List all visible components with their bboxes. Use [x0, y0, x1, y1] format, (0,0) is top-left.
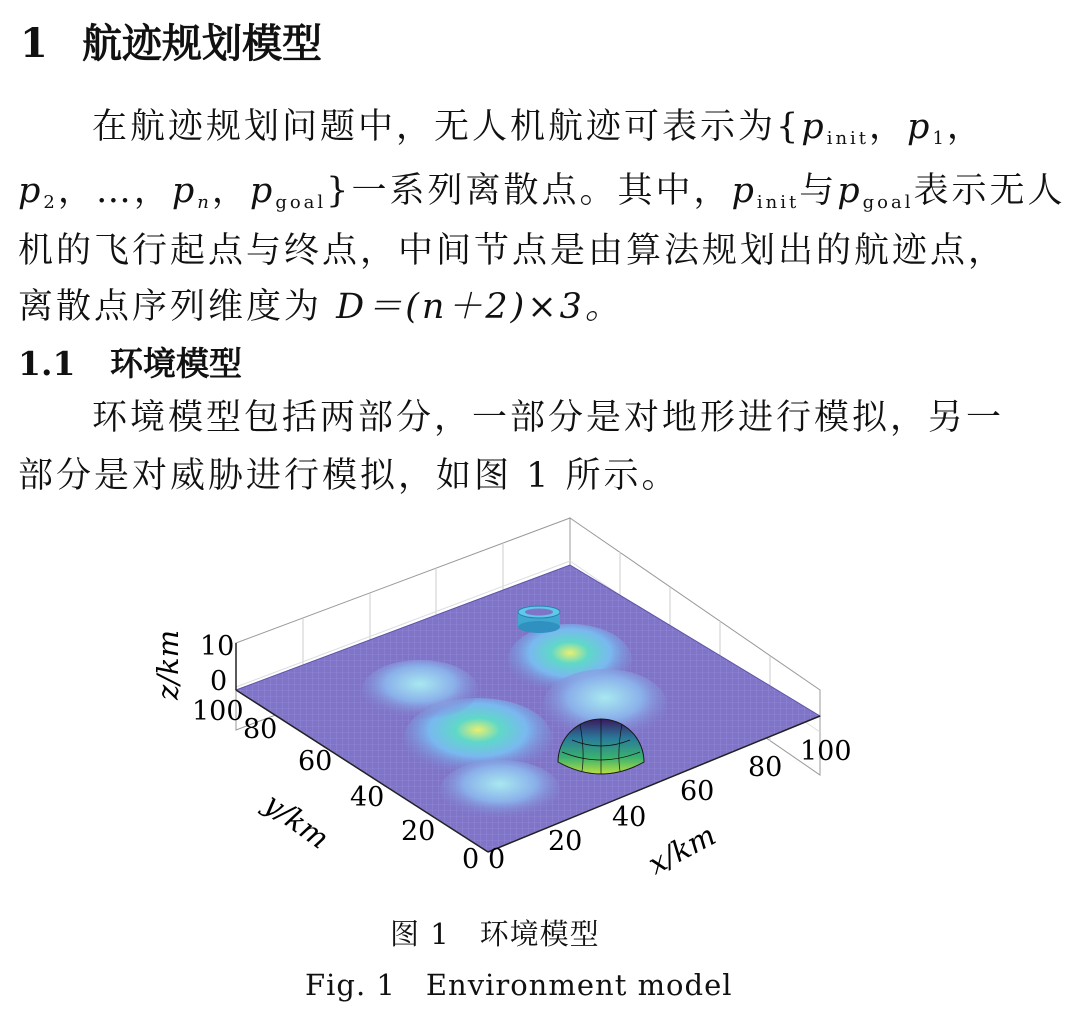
- section-number: 1: [20, 20, 48, 67]
- para2-line2: 部分是对威胁进行模拟，如图 1 所示。: [18, 456, 680, 496]
- para1-line4-text: 离散点序列维度为: [18, 287, 323, 327]
- x-axis-label: x/km: [642, 817, 722, 882]
- para1-line2-text: 一系列离散点。其中，: [351, 171, 732, 211]
- symbol-p-goal: p: [837, 171, 863, 211]
- para1-and: 与: [799, 171, 838, 211]
- y-tick: 60: [298, 746, 333, 777]
- close-brace: }: [326, 171, 352, 211]
- para1-line2-end: 表示无人: [913, 171, 1066, 211]
- subscript-init: init: [826, 128, 870, 149]
- para1-line3: 机的飞行起点与终点，中间节点是由算法规划出的航迹点，: [18, 231, 1007, 271]
- subscript-goal: goal: [862, 192, 914, 213]
- figure-caption-cn: 图 1 环境模型: [390, 917, 600, 951]
- x-tick: 80: [748, 752, 783, 783]
- para1-line1-text: 在航迹规划问题中，无人机航迹可表示为{: [92, 107, 802, 147]
- symbol-p-init: p: [801, 107, 827, 147]
- symbol-pn: p: [171, 171, 198, 211]
- subscript-n: n: [197, 192, 212, 213]
- y-tick: 80: [243, 714, 278, 745]
- ellipsis: …: [95, 171, 134, 211]
- cylinder-threat: [518, 606, 560, 633]
- subscript-2: 2: [43, 192, 58, 213]
- subscript-init: init: [756, 192, 800, 213]
- y-tick: 0: [462, 844, 480, 875]
- symbol-p-init: p: [731, 171, 757, 211]
- subscript-goal: goal: [275, 192, 327, 213]
- comma: ，: [869, 107, 908, 147]
- x-tick: 60: [680, 776, 715, 807]
- subscript-1: 1: [932, 128, 947, 149]
- section-title: 航迹规划模型: [82, 20, 322, 67]
- subsection-heading: [18, 338, 242, 385]
- symbol-p-goal: p: [249, 171, 276, 211]
- subsection-number: 1.1: [18, 344, 76, 383]
- z-tick: 0: [210, 666, 228, 697]
- y-axis-label: y/km: [257, 786, 336, 856]
- symbol-p2: p: [18, 171, 44, 211]
- figure-caption-en: Fig. 1 Environment model: [305, 968, 733, 1002]
- x-tick: 40: [612, 802, 647, 833]
- section-heading: [20, 12, 322, 69]
- comma: ，: [211, 171, 250, 211]
- z-axis-label: z/km: [151, 629, 185, 700]
- comma: ，: [57, 171, 96, 211]
- environment-model-figure: [0, 505, 1005, 905]
- comma: ，: [133, 171, 172, 211]
- z-tick: 10: [200, 631, 235, 662]
- comma: ，: [946, 107, 985, 147]
- para1-line1: [92, 103, 985, 163]
- symbol-p1: p: [907, 107, 933, 147]
- dimension-formula: D＝(n＋2)×3。: [336, 287, 623, 327]
- subsection-title: 环境模型: [110, 344, 242, 383]
- para2-line1: 环境模型包括两部分，一部分是对地形进行模拟，另一: [92, 398, 1005, 438]
- y-tick: 100: [192, 696, 244, 727]
- para1-line4: [18, 283, 623, 331]
- x-tick: 20: [548, 826, 583, 857]
- x-tick: 100: [800, 736, 852, 767]
- y-tick: 20: [401, 816, 436, 847]
- para1-line2: [18, 167, 1066, 227]
- x-tick: 0: [488, 844, 506, 875]
- y-tick: 40: [350, 782, 385, 813]
